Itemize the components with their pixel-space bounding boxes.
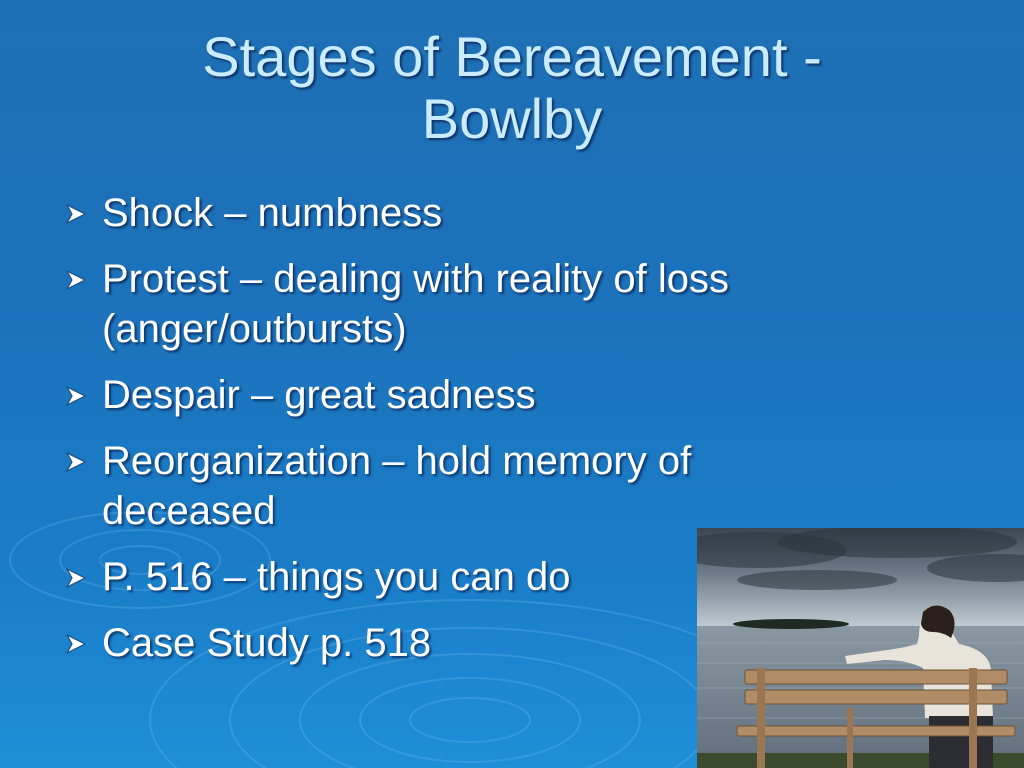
bullet-text: Reorganization – hold memory of deceased [102,439,692,533]
bullet-item [60,436,840,536]
arrow-bullet-icon [64,268,88,292]
slide-title [60,26,964,150]
bullet-text: Case Study p. 518 [102,621,432,665]
photo-illustration [697,528,1024,768]
bullet-item [60,188,840,238]
arrow-bullet-icon [64,384,88,408]
photo-person-on-bench [697,528,1024,768]
bullet-item [60,254,840,354]
arrow-bullet-icon [64,202,88,226]
slide-title-line-1: Stages of Bereavement - [202,25,822,88]
bullet-text: Shock – numbness [102,191,443,235]
bullet-text: Protest – dealing with reality of loss (anger/outbursts) [102,257,729,351]
slide-title-line-2: Bowlby [421,87,603,150]
arrow-bullet-icon [64,450,88,474]
bullet-item [60,370,840,420]
arrow-bullet-icon [64,632,88,656]
bullet-text: P. 516 – things you can do [102,555,571,599]
bullet-text: Despair – great sadness [102,373,536,417]
arrow-bullet-icon [64,566,88,590]
